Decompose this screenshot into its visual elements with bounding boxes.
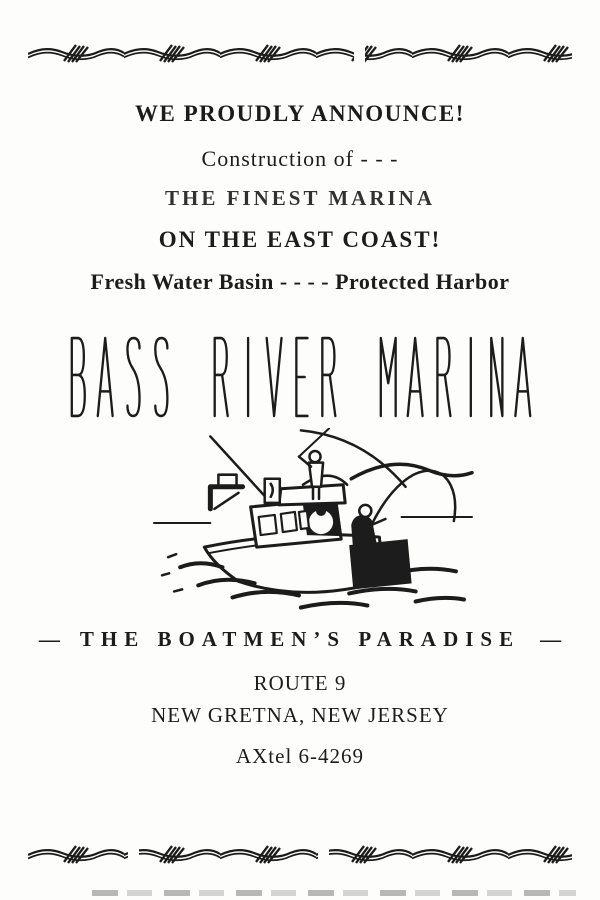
- cut-off-print-strip: [92, 890, 576, 896]
- address-city: NEW GRETNA, NEW JERSEY: [151, 703, 449, 727]
- standing-figure-head: [309, 451, 320, 462]
- rope-border-bottom-icon: [28, 843, 572, 865]
- helm-figure-head: [316, 506, 326, 516]
- cabin-window: [299, 511, 309, 529]
- spray-dashes: [162, 554, 182, 591]
- features-line: Fresh Water Basin - - - - Protected Harbor: [90, 269, 510, 294]
- cabin-window: [281, 512, 297, 532]
- finest-marina-line: THE FINEST MARINA: [165, 186, 435, 210]
- tagline-dash-left: —: [38, 627, 60, 651]
- page-title: [69, 336, 533, 418]
- east-coast-line: ON THE EAST COAST!: [158, 227, 442, 252]
- construction-line: Construction of - - -: [201, 146, 399, 171]
- bow-brace: [214, 493, 238, 509]
- cabin-window: [259, 515, 277, 535]
- tagline: [0, 627, 600, 652]
- tagline-dash-right: —: [540, 627, 562, 651]
- stern-box: [349, 539, 411, 589]
- outrigger-pole: [210, 436, 272, 504]
- tagline-text: THE BOATMEN’S PARADISE: [79, 627, 521, 651]
- rope-border-top-icon: [28, 42, 572, 64]
- fisherman-head: [359, 505, 371, 517]
- bow-pulpit: [210, 487, 242, 509]
- address-route: ROUTE 9: [253, 671, 347, 695]
- boat-illustration: [152, 428, 474, 620]
- announce-heading: WE PROUDLY ANNOUNCE!: [135, 101, 465, 126]
- address-phone: AXtel 6-4269: [235, 744, 365, 768]
